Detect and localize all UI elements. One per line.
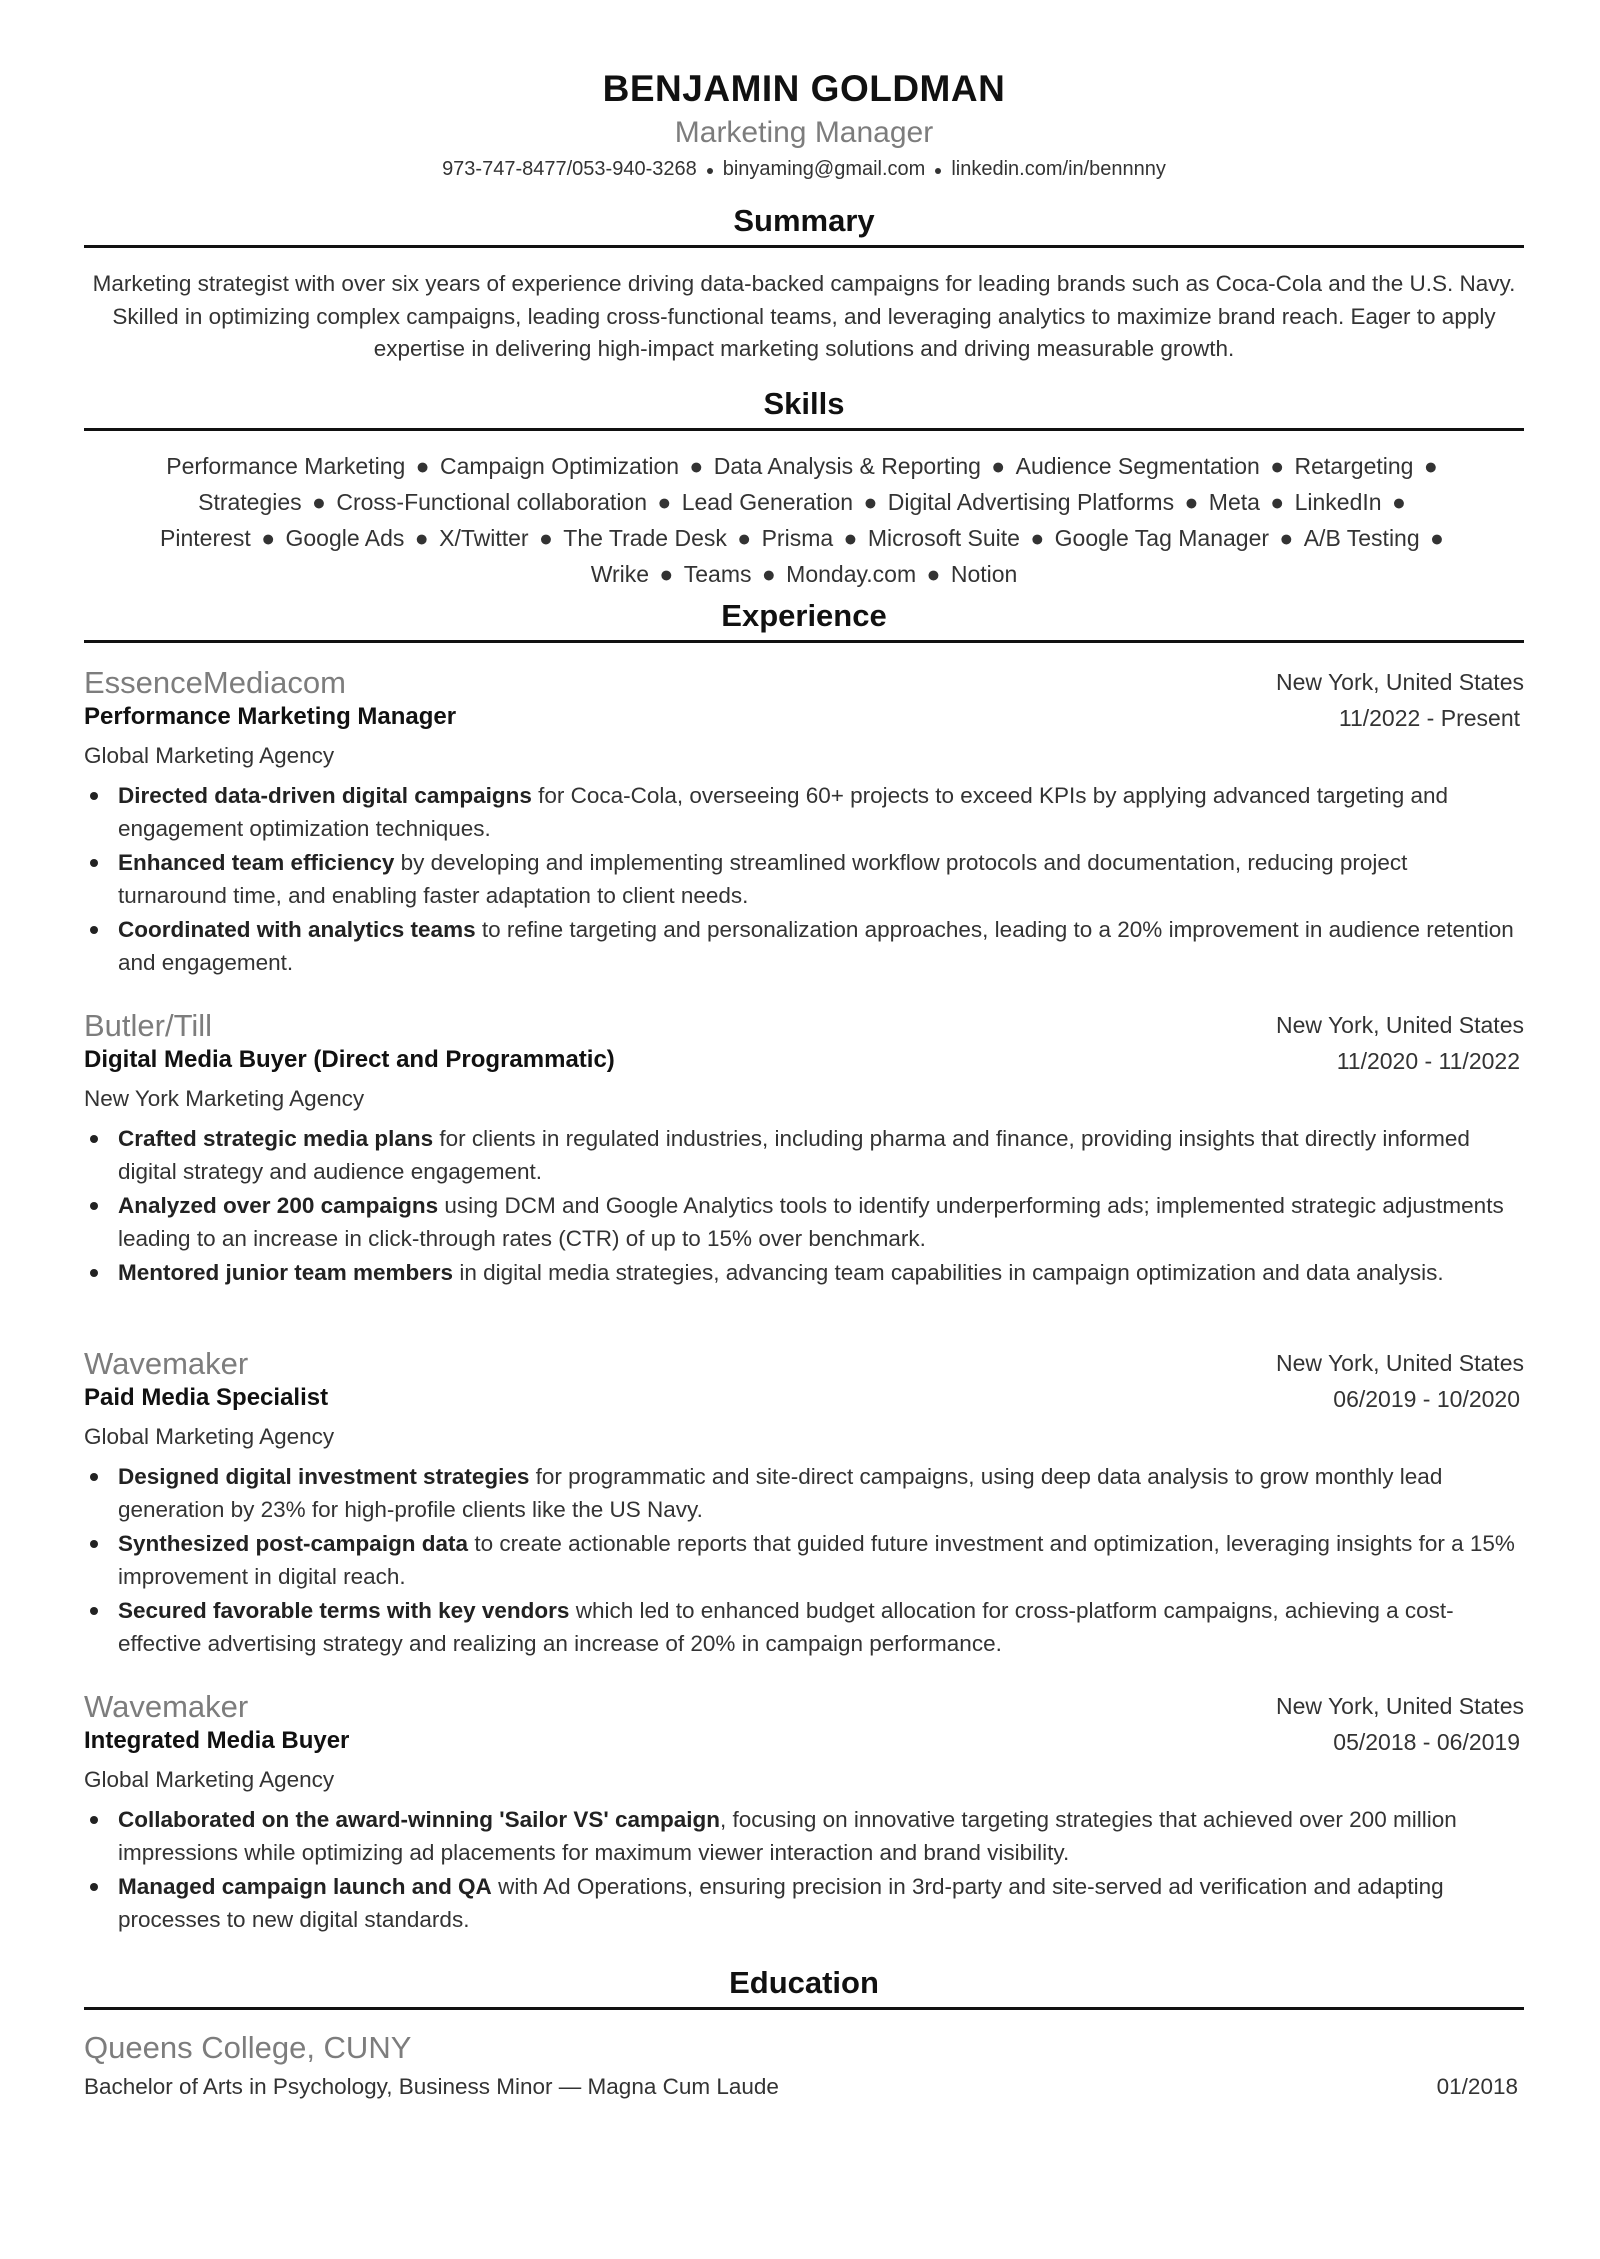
bullet-text: using DCM and Google Analytics tools to identify underperforming ads; implemented strategic adjustments leading to an increase in click-through rates (CTR) of up to 15% over benchmark. — [118, 1193, 1504, 1251]
bullet-text: for clients in regulated industries, including pharma and finance, providing insights that directly informed digital strategy and audience engagement. — [118, 1126, 1470, 1184]
skill-item: Wrike — [590, 561, 650, 587]
skill-separator: ● — [755, 561, 783, 587]
contact-line — [84, 158, 1524, 181]
list-item — [84, 1189, 1518, 1255]
skill-separator: ● — [683, 453, 710, 479]
bullet-text: for programmatic and site-direct campaigns, using deep data analysis to grow monthly lead generation by 23% for high-profile clients like the US Navy. — [118, 1464, 1443, 1522]
skills-line — [84, 521, 1524, 557]
list-item — [84, 1122, 1518, 1188]
skill-item: Pinterest — [160, 525, 251, 551]
skill-separator: ● — [1178, 489, 1205, 515]
bullet-highlight: Synthesized post-campaign data — [118, 1531, 469, 1556]
job-dates: 05/2018 - 06/2019 — [1333, 1729, 1520, 1755]
skill-item: Prisma — [761, 525, 834, 551]
skill-item: Google Ads — [285, 525, 405, 551]
skill-item: Data Analysis & Reporting — [713, 453, 981, 479]
list-item — [84, 913, 1518, 979]
bullet-highlight: Secured favorable terms with key vendors — [118, 1598, 570, 1623]
education-divider — [84, 2007, 1524, 2010]
bullet-text: to create actionable reports that guided future investment and optimization, leveraging insights for a 15% improvement in digital reach. — [118, 1531, 1515, 1589]
skill-separator: ● — [254, 525, 282, 551]
experience-divider — [84, 640, 1524, 643]
list-item — [84, 1256, 1518, 1289]
bullet-text: by developing and implementing streamlined workflow protocols and documentation, reducing project turnaround time, and enabling faster adaptation to client needs. — [118, 850, 1408, 908]
job-bullets — [84, 1460, 1524, 1661]
skills-heading: Skills — [763, 386, 845, 421]
job-dates: 11/2022 - Present — [1338, 705, 1520, 731]
company-name: EssenceMediacom — [84, 665, 346, 700]
education-heading: Education — [729, 1965, 879, 2000]
candidate-role: Marketing Manager — [674, 116, 934, 149]
skill-item: Audience Segmentation — [1015, 453, 1260, 479]
bullet-highlight: Analyzed over 200 campaigns — [118, 1193, 439, 1218]
skill-item: Performance Marketing — [166, 453, 406, 479]
bullet-highlight: Crafted strategic media plans — [118, 1126, 434, 1151]
job-title: Paid Media Specialist — [84, 1384, 329, 1411]
skill-separator: ● — [984, 453, 1012, 479]
job-bullets — [84, 779, 1524, 980]
job-title: Performance Marketing Manager — [84, 703, 457, 730]
company-name: Butler/Till — [84, 1008, 213, 1043]
bullet-highlight: Directed data-driven digital campaigns — [118, 783, 532, 808]
list-item — [84, 846, 1518, 912]
skill-item: X/Twitter — [439, 525, 529, 551]
skill-separator: ● — [651, 489, 678, 515]
job-title: Integrated Media Buyer — [84, 1727, 350, 1754]
job-location: New York, United States — [1275, 669, 1524, 695]
candidate-name: BENJAMIN GOLDMAN — [602, 68, 1006, 109]
skill-item: LinkedIn — [1294, 489, 1382, 515]
bullet-text: , focusing on innovative targeting strategies that achieved over 200 million impressions while optimizing ad placements for maximum viewer interaction and brand visibility. — [118, 1807, 1457, 1865]
skills-line — [84, 557, 1524, 593]
skills-line — [84, 449, 1524, 485]
bullet-highlight: Mentored junior team members — [118, 1260, 454, 1285]
linkedin-url: linkedin.com/in/bennnny — [951, 158, 1166, 180]
bullet-highlight: Coordinated with analytics teams — [118, 917, 476, 942]
skill-separator: ● — [408, 525, 436, 551]
skill-separator: ● — [1263, 489, 1291, 515]
school-name: Queens College, CUNY — [84, 2030, 412, 2065]
degree: Bachelor of Arts in Psychology, Business Minor — Magna Cum Laude — [84, 2074, 779, 2099]
skill-item: Meta — [1208, 489, 1260, 515]
skill-item: Strategies — [198, 489, 302, 515]
skill-item: Retargeting — [1294, 453, 1414, 479]
job-location: New York, United States — [1275, 1012, 1524, 1038]
skill-separator: ● — [857, 489, 884, 515]
bullet-highlight: Managed campaign launch and QA — [118, 1874, 492, 1899]
bullet-text: with Ad Operations, ensuring precision in 3rd-party and site-served ad verification and adapting processes to new digital standards. — [118, 1874, 1444, 1932]
bullet-separator — [935, 168, 941, 174]
skill-item: Notion — [950, 561, 1018, 587]
skill-item: Campaign Optimization — [439, 453, 680, 479]
skill-item: Lead Generation — [681, 489, 854, 515]
skill-separator: ● — [1273, 525, 1300, 551]
bullet-text: which led to enhanced budget allocation for cross-platform campaigns, achieving a cost-effective advertising strategy and realizing an increase of 20% in campaign performance. — [118, 1598, 1454, 1656]
skill-separator: ● — [730, 525, 758, 551]
bullet-text: in digital media strategies, advancing team capabilities in campaign optimization and data analysis. — [453, 1260, 1444, 1285]
job-bullets — [84, 1122, 1524, 1290]
job-location: New York, United States — [1275, 1350, 1524, 1376]
skill-separator: ● — [920, 561, 947, 587]
skill-item: Monday.com — [786, 561, 917, 587]
skill-item: The Trade Desk — [563, 525, 727, 551]
graduation-date: 01/2018 — [1436, 2074, 1518, 2099]
skill-separator: ● — [1023, 525, 1051, 551]
bullet-highlight: Enhanced team efficiency — [118, 850, 395, 875]
skill-separator: ● — [305, 489, 333, 515]
email-address: binyaming@gmail.com — [722, 158, 926, 180]
skill-item: Microsoft Suite — [867, 525, 1020, 551]
job-location: New York, United States — [1275, 1693, 1524, 1719]
bullet-text: to refine targeting and personalization approaches, leading to a 20% improvement in audience retention and engagement. — [118, 917, 1514, 975]
skills-list — [84, 449, 1524, 593]
agency-type: Global Marketing Agency — [84, 1767, 335, 1792]
job-dates: 11/2020 - 11/2022 — [1336, 1048, 1520, 1074]
agency-type: Global Marketing Agency — [84, 743, 335, 768]
list-item — [84, 1594, 1518, 1660]
company-name: Wavemaker — [84, 1689, 249, 1724]
summary-divider — [84, 245, 1524, 248]
summary-heading: Summary — [733, 203, 875, 238]
skill-item: Digital Advertising Platforms — [887, 489, 1175, 515]
summary-text: Marketing strategist with over six years of experience driving data-backed campaigns for leading brands such as Coca-Cola and the U.S. Navy. Skilled in optimizing complex campaigns, leading cross-functional teams, and leveraging analytics to maximize brand reach. Eager to apply expertise in delivering high-impact marketing solutions and driving measurable growth. — [92, 271, 1516, 361]
skill-separator: ● — [532, 525, 560, 551]
list-item — [84, 1870, 1518, 1936]
skill-separator: ● — [409, 453, 436, 479]
skill-item: Google Tag Manager — [1054, 525, 1270, 551]
skill-separator: ● — [1417, 453, 1438, 479]
skill-separator: ● — [1263, 453, 1291, 479]
list-item — [84, 779, 1518, 845]
list-item — [84, 1803, 1518, 1869]
skill-separator: ● — [1385, 489, 1406, 515]
company-name: Wavemaker — [84, 1346, 249, 1381]
bullet-highlight: Designed digital investment strategies — [118, 1464, 530, 1489]
skill-separator: ● — [1423, 525, 1444, 551]
phone-number: 973-747-8477/053-940-3268 — [442, 158, 697, 180]
list-item — [84, 1527, 1518, 1593]
job-bullets — [84, 1803, 1524, 1937]
skills-divider — [84, 428, 1524, 431]
agency-type: Global Marketing Agency — [84, 1424, 335, 1449]
list-item — [84, 1460, 1518, 1526]
skills-line — [84, 485, 1524, 521]
agency-type: New York Marketing Agency — [84, 1086, 365, 1111]
bullet-highlight: Collaborated on the award-winning 'Sailor VS' campaign — [118, 1807, 721, 1832]
skill-separator: ● — [837, 525, 864, 551]
experience-heading: Experience — [721, 598, 887, 633]
job-dates: 06/2019 - 10/2020 — [1333, 1386, 1520, 1412]
skill-item: A/B Testing — [1303, 525, 1420, 551]
job-title: Digital Media Buyer (Direct and Programmatic) — [84, 1046, 615, 1073]
bullet-separator — [707, 168, 713, 174]
skill-separator: ● — [653, 561, 680, 587]
skill-item: Cross-Functional collaboration — [336, 489, 648, 515]
skill-item: Teams — [683, 561, 752, 587]
bullet-text: for Coca-Cola, overseeing 60+ projects to exceed KPIs by applying advanced targeting and engagement optimization techniques. — [118, 783, 1449, 841]
